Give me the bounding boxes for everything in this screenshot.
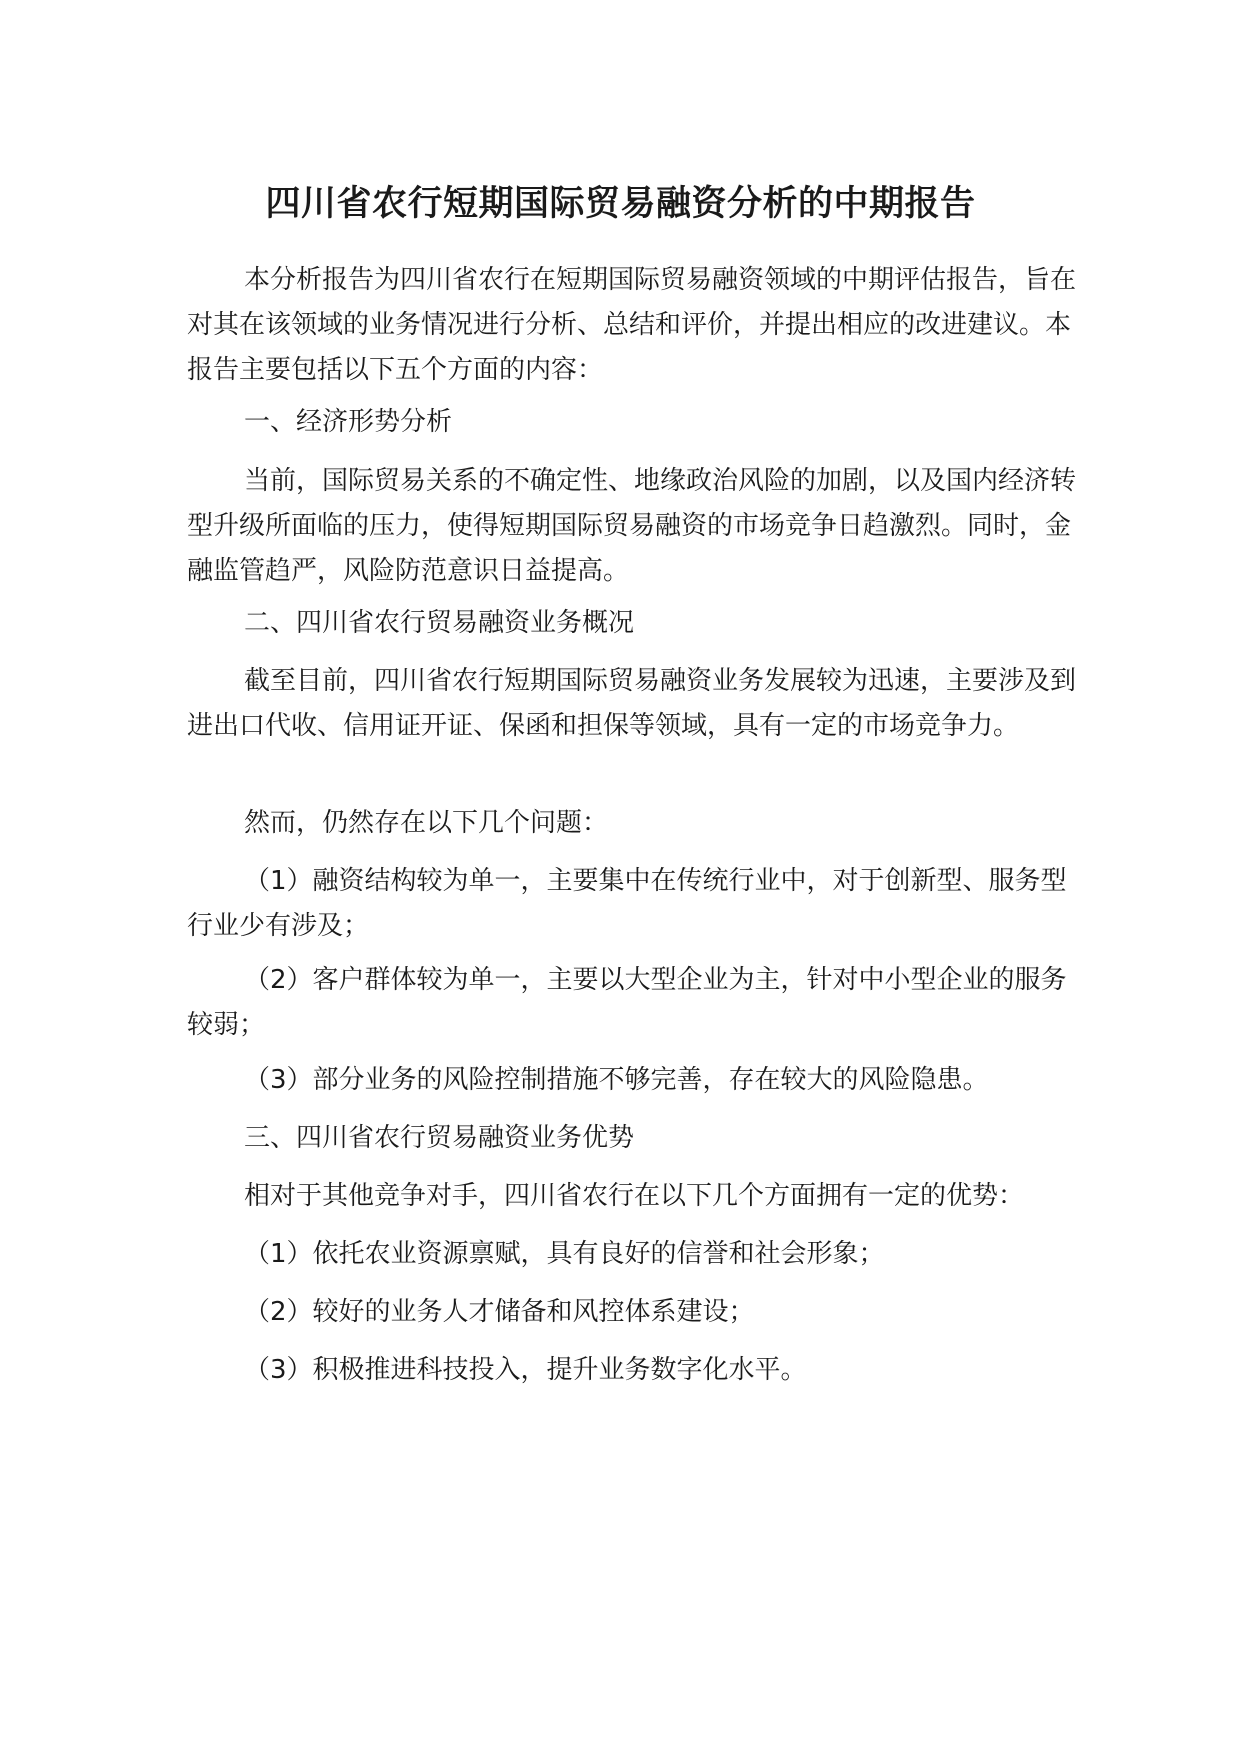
list-item-issue-3: （3）部分业务的风险控制措施不够完善，存在较大的风险隐患。: [244, 1065, 989, 1095]
paragraph-issues-intro: 然而，仍然存在以下几个问题：: [244, 808, 609, 838]
paragraph-economy: 当前，国际贸易关系的不确定性、地缘政治风险的加剧，以及国内经济转型升级所面临的压力，使得短期国际贸易融资的市场竞争日趋激烈。同时，金融监管趋严，风险防范意识日益提高。: [187, 466, 1077, 586]
list-item-issue-2: （2）客户群体较为单一，主要以大型企业为主，针对中小型企业的服务较弱；: [187, 965, 1067, 1040]
list-item-advantage-1: （1）依托农业资源禀赋，具有良好的信誉和社会形象；: [244, 1239, 885, 1269]
section-heading-3: 三、四川省农行贸易融资业务优势: [244, 1123, 635, 1153]
list-item-issue-1: （1）融资结构较为单一，主要集中在传统行业中，对于创新型、服务型行业少有涉及；: [187, 866, 1067, 941]
section-heading-2: 二、四川省农行贸易融资业务概况: [244, 608, 635, 638]
list-item-advantage-3: （3）积极推进科技投入，提升业务数字化水平。: [244, 1355, 807, 1385]
paragraph-overview: 截至目前，四川省农行短期国际贸易融资业务发展较为迅速，主要涉及到进出口代收、信用证开证、保函和担保等领域，具有一定的市场竞争力。: [187, 666, 1077, 741]
paragraph-intro: 本分析报告为四川省农行在短期国际贸易融资领域的中期评估报告，旨在对其在该领域的业务情况进行分析、总结和评价，并提出相应的改进建议。本报告主要包括以下五个方面的内容：: [187, 265, 1077, 385]
section-heading-1: 一、经济形势分析: [244, 407, 453, 437]
list-item-advantage-2: （2）较好的业务人才储备和风控体系建设；: [244, 1297, 755, 1327]
paragraph-advantages-intro: 相对于其他竞争对手，四川省农行在以下几个方面拥有一定的优势：: [244, 1181, 1025, 1211]
document-title: 四川省农行短期国际贸易融资分析的中期报告: [265, 184, 976, 224]
